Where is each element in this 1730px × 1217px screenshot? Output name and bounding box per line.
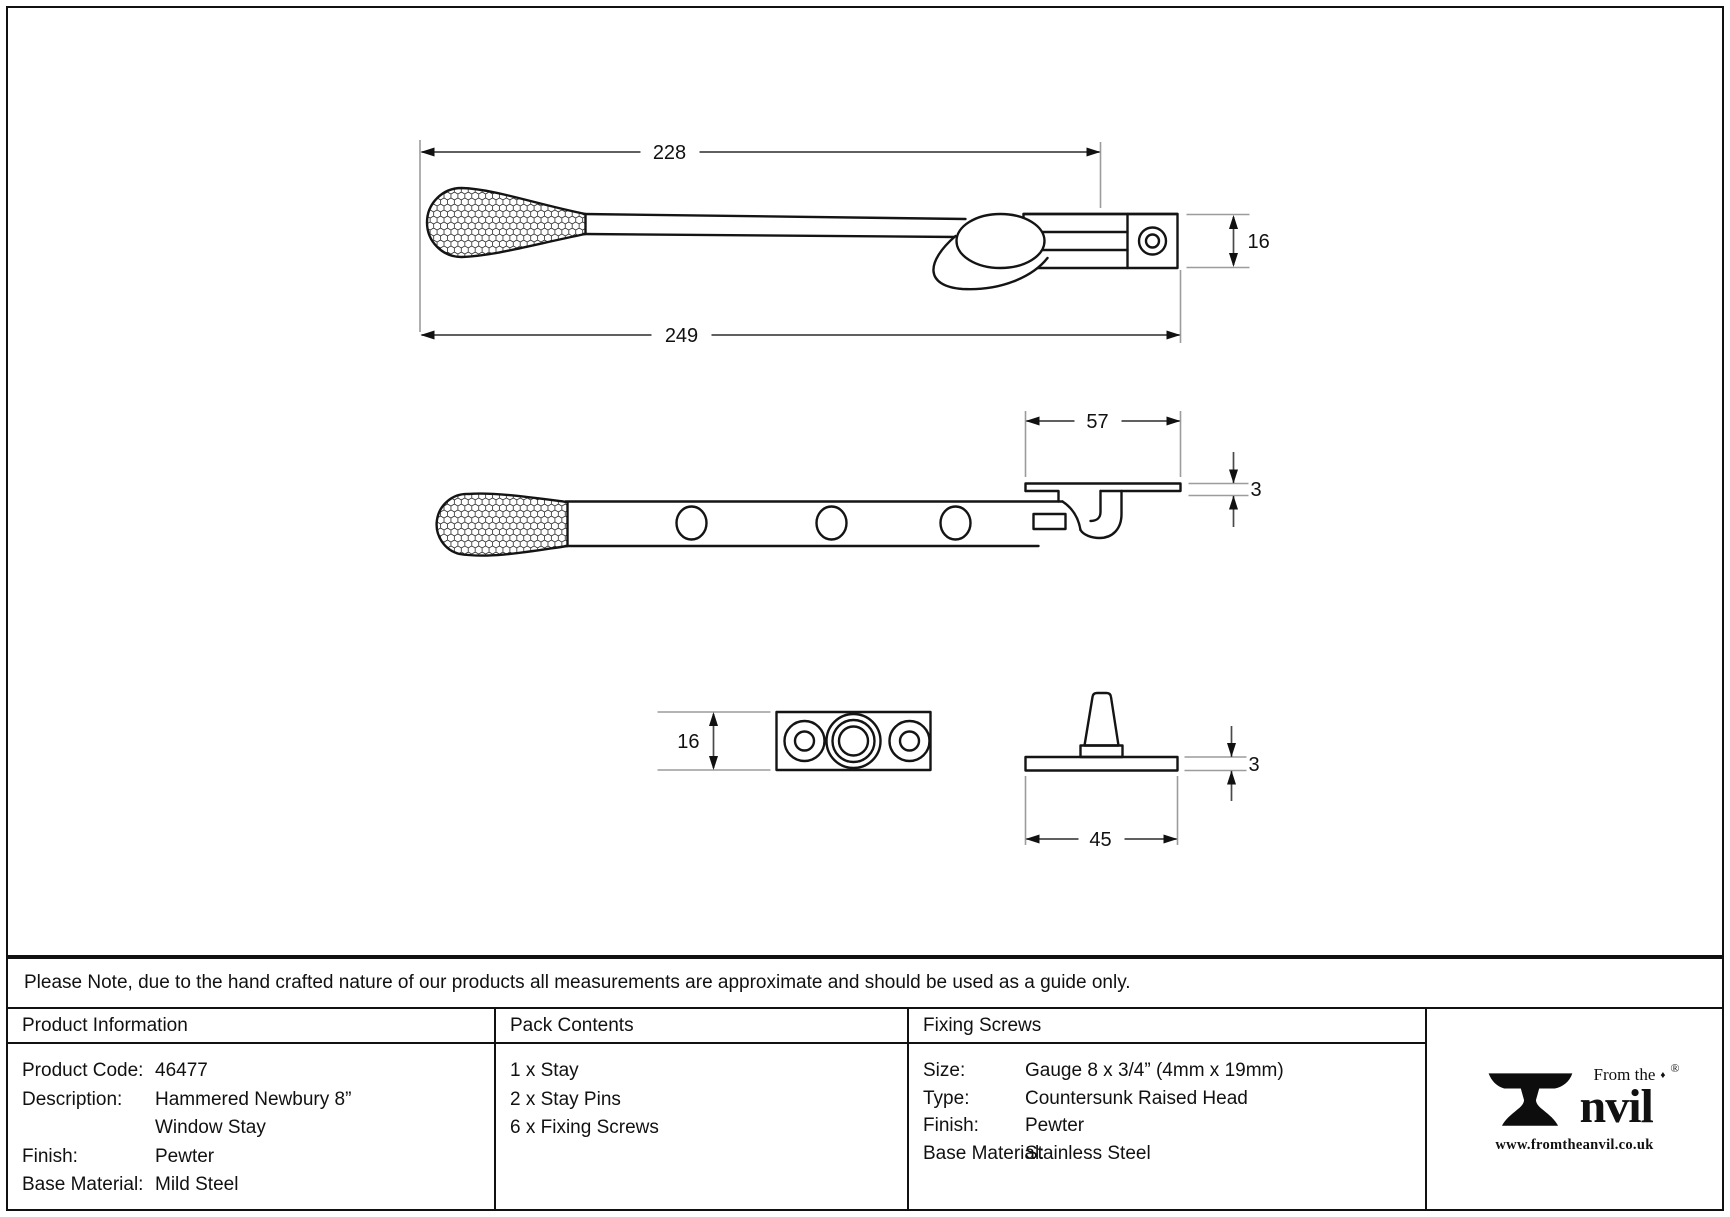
row-label: Product Code: [22,1060,144,1081]
measurement-note [8,955,1722,1007]
row-value: Gauge 8 x 3/4” (4mm x 19mm) [1025,1060,1284,1081]
row-value: Stainless Steel [1025,1142,1151,1164]
table-row [22,1143,494,1172]
brand-logo [1484,1060,1680,1154]
row-label: Type: [923,1087,970,1109]
row-label: Finish: [22,1145,78,1167]
table-row [923,1085,1425,1113]
sheet-border [6,6,1724,1211]
dim-16-bracket [1187,215,1270,268]
dim-57 [1026,411,1181,477]
row-value: Mild Steel [155,1174,239,1195]
row-value: 46477 [155,1060,208,1081]
dimension-label: 57 [1086,411,1109,433]
dimension-label: 3 [1250,479,1262,501]
row-label: Base Material: [923,1142,1045,1164]
table-row [923,1057,1425,1085]
pack-contents-section [494,1009,907,1209]
logo-from-the-text: From the [1593,1064,1656,1084]
table-row [22,1057,494,1086]
row-value: Countersunk Raised Head [1025,1087,1248,1109]
row-value: Pewter [155,1145,215,1167]
logo-anvil-text: nvil [1579,1079,1653,1133]
note-text: Please Note, due to the hand crafted nature of our products all measurements are approximate and should be used as a guide only. [24,972,1131,993]
table-row [22,1086,494,1143]
technical-drawing [8,8,1722,955]
dimension-label: 249 [664,325,699,347]
row-label: Size: [923,1060,966,1081]
keeper-plate-top-view [777,712,931,770]
fixing-screws-header: Fixing Screws [909,1009,1425,1044]
pack-item: 2 x Stay Pins [510,1088,621,1110]
stay-top-view [427,188,1178,289]
stay-pin-side-view [1026,693,1178,771]
brand-cell [1425,1009,1722,1209]
row-label: Finish: [923,1115,979,1136]
pack-contents-header: Pack Contents [496,1009,907,1044]
pack-item: 6 x Fixing Screws [510,1117,659,1138]
product-information-header: Product Information [8,1009,494,1044]
row-label: Description: [22,1088,123,1110]
diamond-icon: ♦ [1660,1069,1666,1081]
stay-side-view [437,484,1181,556]
anvil-icon [1484,1069,1576,1131]
product-information-section [8,1009,494,1209]
dim-3-plate [1189,452,1262,527]
dim-249 [421,270,1181,347]
table-row [923,1140,1425,1168]
dim-16-keeper [658,712,771,770]
table-row [22,1171,494,1200]
row-value: Hammered Newbury 8” Window Stay [155,1088,352,1138]
logo-website: www.fromtheanvil.co.uk [1495,1136,1654,1153]
dimension-label: 228 [652,142,687,164]
product-info-table [8,1007,1722,1209]
row-label: Base Material: [22,1174,144,1195]
dim-45 [1026,776,1178,851]
dimension-label: 45 [1089,829,1112,851]
dimension-label: 16 [677,731,700,753]
pack-item: 1 x Stay [510,1060,579,1081]
dim-3-pin [1185,726,1260,801]
row-value: Pewter [1025,1115,1085,1136]
registered-mark: ® [1670,1060,1680,1075]
dimension-label: 3 [1248,754,1260,776]
table-row [923,1112,1425,1140]
fixing-screws-section [907,1009,1425,1209]
dimension-label: 16 [1247,231,1270,253]
